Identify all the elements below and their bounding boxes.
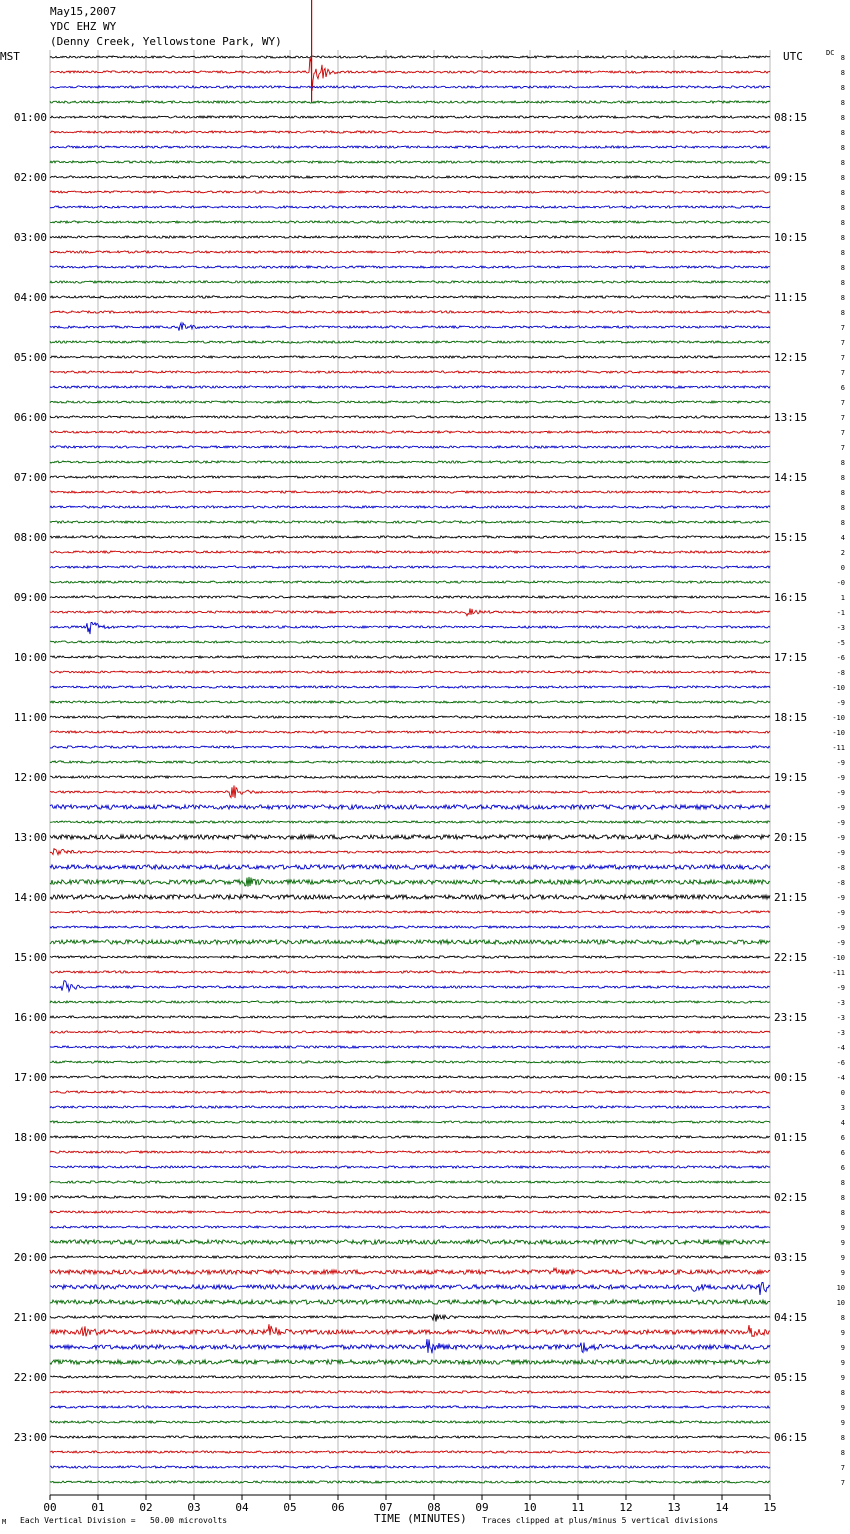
seismic-trace xyxy=(50,206,770,208)
dc-offset-label: 9 xyxy=(840,1419,845,1427)
dc-offset-label: -11 xyxy=(832,744,845,752)
seismic-trace xyxy=(50,461,770,463)
seismic-trace xyxy=(50,491,770,493)
seismic-trace xyxy=(50,566,770,568)
x-tick-label: 10 xyxy=(523,1501,537,1514)
seismic-trace xyxy=(50,622,770,634)
footer-mark: M xyxy=(2,1518,7,1526)
seismic-trace xyxy=(50,1226,770,1228)
left-hour-label: 20:00 xyxy=(13,1251,47,1264)
x-tick-label: 12 xyxy=(619,1501,633,1514)
dc-offset-label: 8 xyxy=(840,489,845,497)
dc-offset-label: 8 xyxy=(840,504,845,512)
dc-offset-label: 9 xyxy=(840,1269,845,1277)
seismic-trace xyxy=(50,476,770,478)
dc-offset-label: 9 xyxy=(840,1254,845,1262)
left-hour-label: 03:00 xyxy=(13,231,47,244)
x-tick-label: 03 xyxy=(187,1501,201,1514)
right-hour-label: 17:15 xyxy=(774,651,808,664)
seismic-trace xyxy=(50,641,770,643)
dc-offset-label: -11 xyxy=(832,969,845,977)
seismic-trace xyxy=(50,1016,770,1018)
dc-offset-label: -1 xyxy=(836,609,845,617)
right-hour-label: 22:15 xyxy=(774,951,808,964)
seismic-trace xyxy=(50,686,770,688)
dc-offset-label: 8 xyxy=(840,54,845,62)
seismic-trace xyxy=(50,761,770,763)
seismic-trace xyxy=(50,911,770,913)
trace-group xyxy=(50,0,770,1483)
axis-labels xyxy=(14,54,845,1514)
dc-offset-label: -9 xyxy=(836,924,845,932)
dc-offset-label: -3 xyxy=(836,1014,845,1022)
right-hour-label: 20:15 xyxy=(774,831,808,844)
dc-offset-label: 7 xyxy=(840,1464,845,1472)
dc-offset-label: -8 xyxy=(836,879,845,887)
left-hour-label: 01:00 xyxy=(13,111,47,124)
seismic-trace xyxy=(50,356,770,358)
left-hour-label: 12:00 xyxy=(13,771,47,784)
seismic-trace xyxy=(50,877,770,887)
dc-offset-label: -10 xyxy=(832,729,845,737)
dc-offset-label: 8 xyxy=(840,84,845,92)
seismic-trace xyxy=(50,1106,770,1108)
seismic-trace xyxy=(50,323,770,331)
dc-offset-label: 8 xyxy=(840,459,845,467)
right-hour-label: 06:15 xyxy=(774,1431,808,1444)
seismic-trace xyxy=(50,431,770,433)
right-hour-label: 00:15 xyxy=(774,1071,808,1084)
seismic-trace xyxy=(50,1466,770,1468)
dc-offset-label: 8 xyxy=(840,279,845,287)
seismic-trace xyxy=(50,296,770,298)
seismic-trace xyxy=(50,849,770,855)
right-hour-label: 02:15 xyxy=(774,1191,808,1204)
seismic-trace xyxy=(50,1314,770,1321)
dc-offset-label: -8 xyxy=(836,864,845,872)
dc-offset-label: -9 xyxy=(836,759,845,767)
dc-offset-label: -10 xyxy=(832,954,845,962)
seismic-trace xyxy=(50,671,770,673)
dc-offset-label: -3 xyxy=(836,624,845,632)
seismic-trace xyxy=(50,551,770,553)
dc-offset-label: 7 xyxy=(840,369,845,377)
right-timezone-label: UTC xyxy=(783,50,803,63)
seismic-trace xyxy=(50,536,770,538)
x-tick-label: 09 xyxy=(475,1501,489,1514)
seismic-trace xyxy=(50,596,770,598)
header-location: (Denny Creek, Yellowstone Park, WY) xyxy=(50,35,282,48)
dc-offset-label: 8 xyxy=(840,234,845,242)
dc-offset-label: 8 xyxy=(840,1209,845,1217)
dc-offset-label: 9 xyxy=(840,1239,845,1247)
seismic-trace xyxy=(50,251,770,253)
seismic-trace xyxy=(50,236,770,238)
seismic-trace xyxy=(50,1181,770,1183)
dc-offset-label: 8 xyxy=(840,189,845,197)
dc-offset-label: 6 xyxy=(840,384,845,392)
seismic-trace xyxy=(50,581,770,583)
seismic-trace xyxy=(50,926,770,928)
left-hour-label: 07:00 xyxy=(13,471,47,484)
dc-offset-label: -9 xyxy=(836,804,845,812)
left-hour-label: 05:00 xyxy=(13,351,47,364)
seismic-trace xyxy=(50,1481,770,1483)
seismic-trace xyxy=(50,940,770,944)
dc-offset-label: -9 xyxy=(836,789,845,797)
dc-offset-label: 7 xyxy=(840,339,845,347)
dc-offset-label: 8 xyxy=(840,114,845,122)
seismic-trace xyxy=(50,785,770,798)
seismic-trace xyxy=(50,371,770,373)
dc-offset-label: -9 xyxy=(836,834,845,842)
seismic-trace xyxy=(50,116,770,118)
right-hour-label: 19:15 xyxy=(774,771,808,784)
x-tick-label: 06 xyxy=(331,1501,345,1514)
dc-offset-label: 7 xyxy=(840,429,845,437)
x-tick-label: 13 xyxy=(667,1501,681,1514)
seismic-trace xyxy=(50,835,770,839)
seismic-trace xyxy=(50,1061,770,1063)
dc-offset-label: 8 xyxy=(840,264,845,272)
seismic-trace xyxy=(50,146,770,148)
seismic-trace xyxy=(50,1268,770,1274)
dc-offset-label: 8 xyxy=(840,1179,845,1187)
seismic-trace xyxy=(50,701,770,703)
x-tick-label: 01 xyxy=(91,1501,105,1514)
seismic-trace xyxy=(50,101,770,103)
seismic-trace xyxy=(50,341,770,343)
seismic-trace xyxy=(50,895,770,899)
left-hour-label: 11:00 xyxy=(13,711,47,724)
right-hour-label: 04:15 xyxy=(774,1311,808,1324)
dc-offset-label: 10 xyxy=(836,1299,845,1307)
seismic-trace xyxy=(50,1196,770,1198)
dc-offset-label: 2 xyxy=(840,549,845,557)
dc-offset-label: 4 xyxy=(840,534,845,542)
seismic-trace xyxy=(50,971,770,973)
seismic-trace xyxy=(50,1256,770,1258)
left-hour-label: 09:00 xyxy=(13,591,47,604)
seismic-trace xyxy=(50,608,770,615)
dc-offset-label: 9 xyxy=(840,1404,845,1412)
dc-offset-label: -9 xyxy=(836,699,845,707)
x-tick-label: 05 xyxy=(283,1501,297,1514)
dc-offset-label: 7 xyxy=(840,354,845,362)
dc-offset-label: 6 xyxy=(840,1149,845,1157)
dc-offset-label: 3 xyxy=(840,1104,845,1112)
dc-offset-label: -6 xyxy=(836,654,845,662)
dc-offset-label: 9 xyxy=(840,1224,845,1232)
dc-offset-label: 8 xyxy=(840,129,845,137)
seismic-trace xyxy=(50,1282,770,1295)
dc-column-label: DC xyxy=(826,49,835,57)
footer-clip-text: Traces clipped at plus/minus 5 vertical divisions xyxy=(482,1516,719,1525)
right-hour-label: 01:15 xyxy=(774,1131,808,1144)
seismic-trace xyxy=(50,521,770,523)
left-hour-label: 16:00 xyxy=(13,1011,47,1024)
left-hour-label: 02:00 xyxy=(13,171,47,184)
dc-offset-label: -6 xyxy=(836,1059,845,1067)
dc-offset-label: 9 xyxy=(840,1329,845,1337)
dc-offset-label: -10 xyxy=(832,684,845,692)
dc-offset-label: 1 xyxy=(840,594,845,602)
dc-offset-label: 0 xyxy=(840,1089,845,1097)
seismic-trace xyxy=(50,1136,770,1138)
dc-offset-label: 6 xyxy=(840,1164,845,1172)
dc-offset-label: -4 xyxy=(836,1044,845,1052)
seismic-trace xyxy=(50,86,770,88)
left-hour-label: 17:00 xyxy=(13,1071,47,1084)
left-hour-label: 06:00 xyxy=(13,411,47,424)
seismic-trace xyxy=(50,131,770,133)
left-hour-label: 18:00 xyxy=(13,1131,47,1144)
dc-offset-label: -9 xyxy=(836,894,845,902)
dc-offset-label: 8 xyxy=(840,1449,845,1457)
right-hour-label: 12:15 xyxy=(774,351,808,364)
seismic-trace xyxy=(50,1076,770,1078)
seismic-trace xyxy=(50,1166,770,1168)
seismic-trace xyxy=(50,1421,770,1423)
right-hour-label: 23:15 xyxy=(774,1011,808,1024)
dc-offset-label: 8 xyxy=(840,219,845,227)
dc-offset-label: 9 xyxy=(840,1374,845,1382)
dc-offset-label: 7 xyxy=(840,324,845,332)
right-hour-label: 09:15 xyxy=(774,171,808,184)
seismic-trace xyxy=(50,266,770,268)
x-tick-label: 04 xyxy=(235,1501,249,1514)
seismic-trace xyxy=(50,446,770,448)
dc-offset-label: 8 xyxy=(840,144,845,152)
dc-offset-label: 8 xyxy=(840,204,845,212)
dc-offset-label: -9 xyxy=(836,774,845,782)
dc-offset-label: -5 xyxy=(836,639,845,647)
x-tick-label: 02 xyxy=(139,1501,153,1514)
header-date: May15,2007 xyxy=(50,5,117,18)
seismic-trace xyxy=(50,1240,770,1244)
seismic-trace xyxy=(50,1339,770,1353)
seismic-trace xyxy=(50,865,770,869)
left-hour-label: 19:00 xyxy=(13,1191,47,1204)
seismic-trace xyxy=(50,161,770,163)
left-hour-label: 22:00 xyxy=(13,1371,47,1384)
seismic-trace xyxy=(50,1436,770,1438)
left-hour-label: 08:00 xyxy=(13,531,47,544)
x-axis-label: TIME (MINUTES) xyxy=(374,1512,467,1525)
dc-offset-label: -8 xyxy=(836,669,845,677)
dc-offset-label: 8 xyxy=(840,309,845,317)
dc-offset-label: 8 xyxy=(840,474,845,482)
seismic-trace xyxy=(50,776,770,778)
seismic-trace xyxy=(50,805,770,809)
dc-offset-label: -0 xyxy=(836,579,845,587)
dc-offset-label: -9 xyxy=(836,939,845,947)
right-hour-label: 16:15 xyxy=(774,591,808,604)
dc-offset-label: 9 xyxy=(840,1359,845,1367)
seismic-trace xyxy=(50,1046,770,1048)
dc-offset-label: 8 xyxy=(840,1434,845,1442)
right-hour-label: 15:15 xyxy=(774,531,808,544)
left-hour-label: 15:00 xyxy=(13,951,47,964)
dc-offset-label: 8 xyxy=(840,174,845,182)
left-hour-label: 10:00 xyxy=(13,651,47,664)
seismic-trace xyxy=(50,416,770,418)
seismic-trace xyxy=(50,1031,770,1033)
x-tick-label: 00 xyxy=(43,1501,57,1514)
right-hour-label: 03:15 xyxy=(774,1251,808,1264)
seismic-trace xyxy=(50,1324,770,1336)
x-tick-label: 08 xyxy=(427,1501,441,1514)
seismic-trace xyxy=(50,1300,770,1304)
dc-offset-label: 6 xyxy=(840,1134,845,1142)
left-timezone-label: MST xyxy=(0,50,20,63)
seismic-trace xyxy=(50,1211,770,1213)
dc-offset-label: -3 xyxy=(836,999,845,1007)
dc-offset-label: -9 xyxy=(836,849,845,857)
dc-offset-label: -4 xyxy=(836,1074,845,1082)
seismic-trace xyxy=(50,746,770,748)
dc-offset-label: 8 xyxy=(840,249,845,257)
dc-offset-label: 10 xyxy=(836,1284,845,1292)
dc-offset-label: 7 xyxy=(840,399,845,407)
dc-offset-label: 7 xyxy=(840,1479,845,1487)
dc-offset-label: -3 xyxy=(836,1029,845,1037)
x-tick-label: 14 xyxy=(715,1501,729,1514)
dc-offset-label: 8 xyxy=(840,69,845,77)
seismic-trace xyxy=(50,221,770,223)
seismic-trace xyxy=(50,311,770,313)
right-hour-label: 10:15 xyxy=(774,231,808,244)
left-hour-label: 21:00 xyxy=(13,1311,47,1324)
seismic-trace xyxy=(50,821,770,823)
seismic-trace xyxy=(50,656,770,658)
seismic-trace xyxy=(50,1360,770,1364)
right-hour-label: 21:15 xyxy=(774,891,808,904)
right-hour-label: 18:15 xyxy=(774,711,808,724)
right-hour-label: 14:15 xyxy=(774,471,808,484)
dc-offset-label: 8 xyxy=(840,294,845,302)
x-tick-label: 15 xyxy=(763,1501,777,1514)
seismic-trace xyxy=(50,1091,770,1093)
seismic-trace xyxy=(50,56,770,58)
dc-offset-label: 7 xyxy=(840,414,845,422)
dc-offset-label: 7 xyxy=(840,444,845,452)
dc-offset-label: -9 xyxy=(836,819,845,827)
header-station: YDC EHZ WY xyxy=(50,20,117,33)
seismic-trace xyxy=(50,956,770,958)
right-hour-label: 05:15 xyxy=(774,1371,808,1384)
x-tick-label: 11 xyxy=(571,1501,585,1514)
seismic-trace xyxy=(50,506,770,508)
left-hour-label: 04:00 xyxy=(13,291,47,304)
seismic-trace xyxy=(50,981,770,992)
dc-offset-label: 8 xyxy=(840,159,845,167)
seismic-trace xyxy=(50,191,770,193)
dc-offset-label: -9 xyxy=(836,984,845,992)
seismic-trace xyxy=(50,1001,770,1003)
seismic-trace xyxy=(50,281,770,283)
dc-offset-label: -9 xyxy=(836,909,845,917)
seismic-trace xyxy=(50,1376,770,1378)
left-hour-label: 23:00 xyxy=(13,1431,47,1444)
seismic-trace xyxy=(50,716,770,718)
right-hour-label: 08:15 xyxy=(774,111,808,124)
dc-offset-label: 9 xyxy=(840,1344,845,1352)
left-hour-label: 13:00 xyxy=(13,831,47,844)
seismic-trace xyxy=(50,1451,770,1453)
dc-offset-label: 4 xyxy=(840,1119,845,1127)
right-hour-label: 11:15 xyxy=(774,291,808,304)
dc-offset-label: 8 xyxy=(840,99,845,107)
seismic-trace xyxy=(50,401,770,403)
dc-offset-label: -10 xyxy=(832,714,845,722)
seismic-trace xyxy=(50,731,770,733)
footer-scale-text: Each Vertical Division = 50.00 microvolts xyxy=(20,1516,228,1525)
dc-offset-label: 0 xyxy=(840,564,845,572)
left-hour-label: 14:00 xyxy=(13,891,47,904)
seismic-trace xyxy=(50,386,770,388)
seismic-trace xyxy=(50,1121,770,1123)
seismic-trace xyxy=(50,1151,770,1153)
dc-offset-label: 8 xyxy=(840,1194,845,1202)
dc-offset-label: 8 xyxy=(840,519,845,527)
dc-offset-label: 8 xyxy=(840,1389,845,1397)
seismic-trace xyxy=(50,1406,770,1408)
dc-offset-label: 8 xyxy=(840,1314,845,1322)
seismic-trace xyxy=(50,1391,770,1393)
seismic-trace xyxy=(50,176,770,178)
x-tick-label: 07 xyxy=(379,1501,393,1514)
right-hour-label: 13:15 xyxy=(774,411,808,424)
